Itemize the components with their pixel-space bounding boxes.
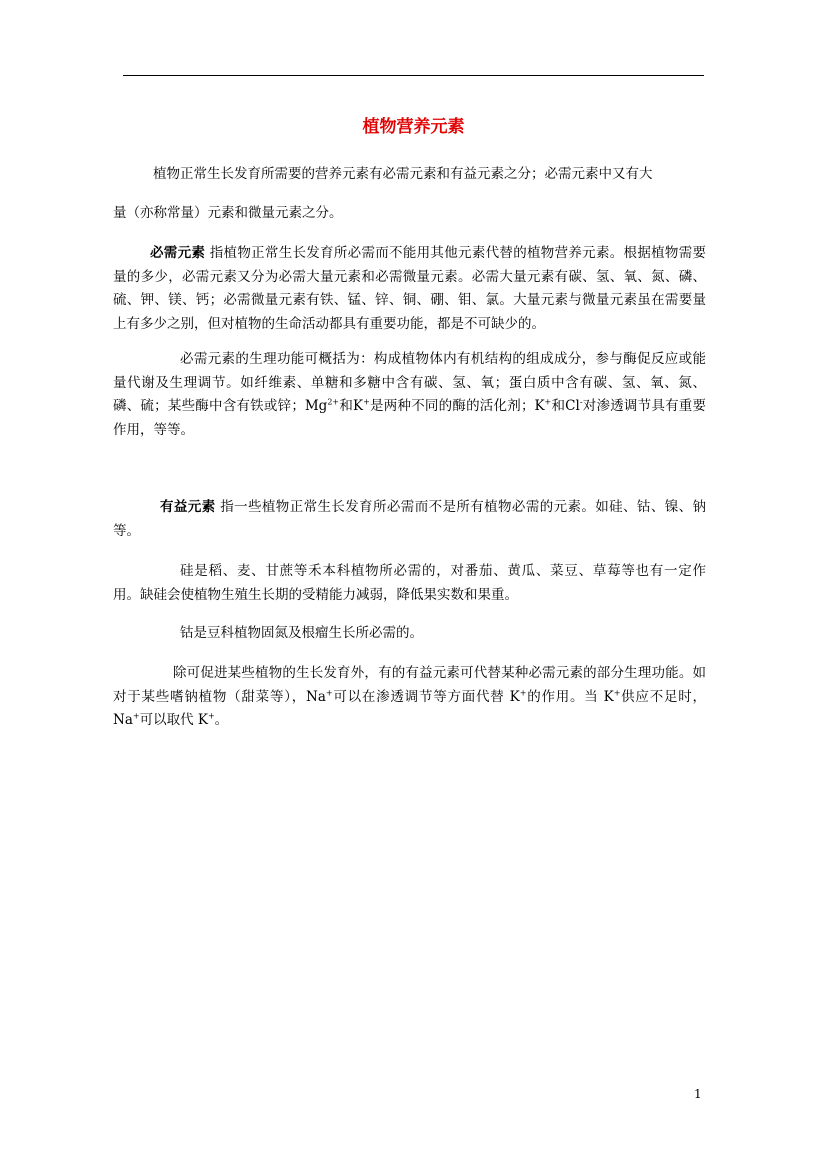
sodium-text-3: 的作用。当 K [526,688,614,705]
superscript: 2+ [327,397,340,407]
function-paragraph [113,348,706,442]
essential-elements-term: 必需元素 [150,245,206,261]
superscript: - [579,397,583,407]
beneficial-elements-term: 有益元素 [160,499,216,515]
page-number: 1 [694,1087,702,1101]
superscript: + [325,688,333,697]
beneficial-elements-text: 指一些植物正常生长发育所必需而不是所有植物必需的元素。如硅、钴、镍、钠等。 [113,499,706,539]
superscript: + [363,397,370,407]
cobalt-paragraph: 钴是豆科植物固氮及根瘤生长所必需的。 [180,625,423,641]
function-text-4: 和Cl [551,398,580,414]
essential-elements-paragraph [113,242,706,336]
function-text-1: 必需元素的生理功能可概括为：构成植物体内有机结构的组成成分，参与酶促反应或能量代谢及生理调节。如纤维素、单糖和多糖中含有碳、氢、氧；蛋白质中含有碳、氢、氧、氮、磷、硫；某些酶中含有铁或锌；Mg [113,351,706,414]
superscript: + [207,711,215,721]
superscript: + [544,397,552,407]
sodium-text-1: 除可促进某些植物的生长发育外，有的有益元素可代替某种必需元素的部分生理功能。如对于某些嗜钠植物（甜菜等），Na [113,665,706,705]
function-text-3: 是两种不同的酶的活化剂；K [369,398,545,414]
sodium-text-6: 。 [214,712,229,728]
function-text-5: 对渗透调节具有重要作用，等等。 [113,398,707,438]
function-text-2: 和K [339,398,364,414]
sodium-paragraph [113,662,706,733]
superscript: + [132,711,140,721]
essential-elements-text: 指植物正常生长发育所必需而不能用其他元素代替的植物营养元素。根据植物需要量的多少，必需元素又分为必需大量元素和必需微量元素。必需大量元素有碳、氢、氧、氮、磷、硫、钾、镁、钙；必需微量元素有铁、锰、锌、铜、硼、钼、氯。大量元素与微量元素虽在需要量上有多少之别，但对植物的生命活动都具有重要功能，都是不可缺少的。 [113,245,706,332]
superscript: + [519,688,527,697]
intro-paragraph-line2 [113,202,706,226]
sodium-text-4: 供应不足时，Na [113,688,706,728]
header-rule [123,75,704,76]
superscript: + [613,688,621,697]
sodium-text-5: 可以取代 K [139,712,208,728]
intro-text-2: 量（亦称常量）元素和微量元素之分。 [113,205,343,221]
intro-text-1: 植物正常生长发育所需要的营养元素有必需元素和有益元素之分；必需元素中又有大 [153,166,653,182]
sodium-text-2: 可以在渗透调节等方面代替 K [332,688,520,705]
beneficial-elements-paragraph [113,496,706,543]
silicon-paragraph: 硅是稻、麦、甘蔗等禾本科植物所必需的，对番茄、黄瓜、菜豆、草莓等也有一定作用。缺硅会使植物生殖生长期的受精能力减弱，降低果实数和果重。 [113,563,706,603]
page-title: 植物营养元素 [362,117,465,137]
intro-paragraph-line1 [113,163,706,187]
